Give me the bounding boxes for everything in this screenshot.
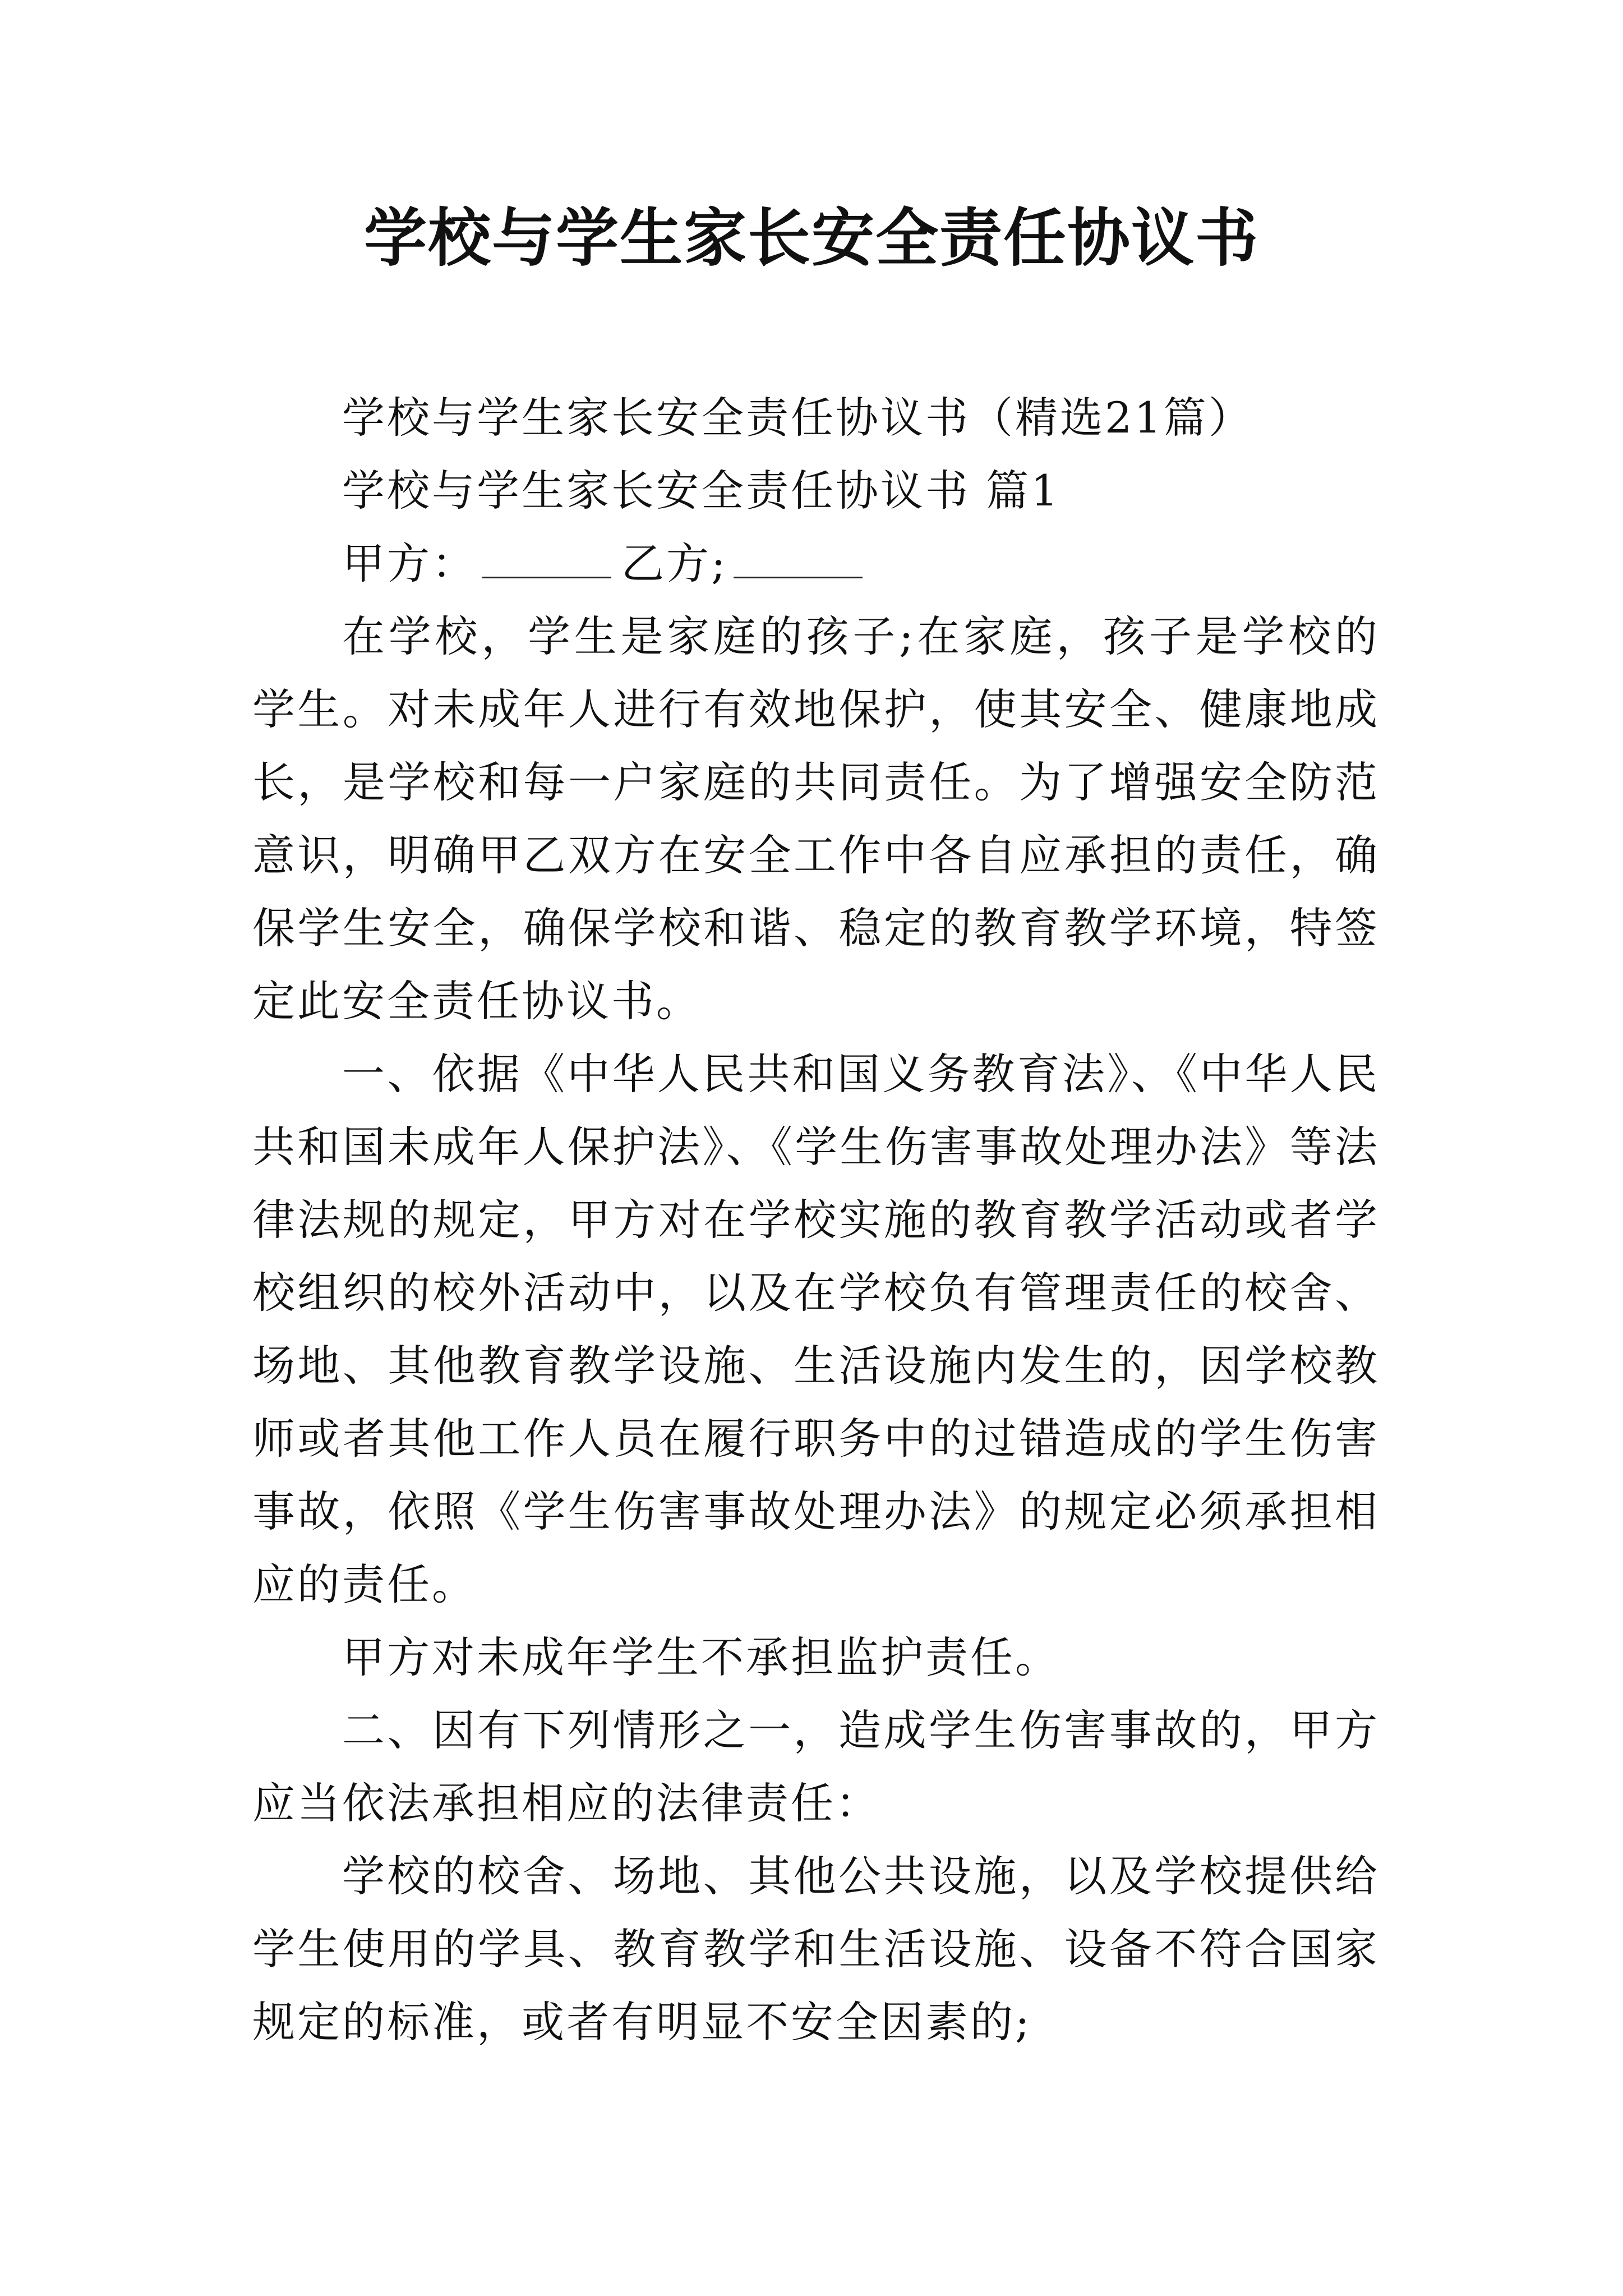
document-body	[252, 381, 1380, 2059]
paragraph-facilities: 学校的校舍、场地、其他公共设施，以及学校提供给学生使用的学具、教育教学和生活设施、设备不符合国家规定的标准，或者有明显不安全因素的;	[252, 1851, 1380, 2047]
party-a-blank	[482, 540, 611, 578]
party-b-label: 乙方;	[621, 539, 728, 588]
paragraph-clause-2: 二、因有下列情形之一，造成学生伤害事故的，甲方应当依法承担相应的法律责任：	[252, 1705, 1380, 1828]
parties-line	[252, 527, 1380, 600]
paragraph-intro: 在学校，学生是家庭的孩子;在家庭，孩子是学校的学生。对未成年人进行有效地保护，使其安全、健康地成长，是学校和每一户家庭的共同责任。为了增强安全防范意识，明确甲乙双方在安全工作中各自应承担的责任，确保学生安全，确保学校和谐、稳定的教育教学环境，特签定此安全责任协议书。	[252, 611, 1380, 1026]
document-title: 学校与学生家长安全责任协议书	[364, 202, 1259, 275]
paragraph-clause-1: 一、依据《中华人民共和国义务教育法》、《中华人民共和国未成年人保护法》、《学生伤害事故处理办法》等法律法规的规定，甲方对在学校实施的教育教学活动或者学校组织的校外活动中，以及在学校负有管理责任的校舍、场地、其他教育教学设施、生活设施内发生的，因学校教师或者其他工作人员在履行职务中的过错造成的学生伤害事故，依照《学生伤害事故处理办法》的规定必须承担相应的责任。	[252, 1049, 1380, 1609]
paragraph-no-guardianship: 甲方对未成年学生不承担监护责任。	[342, 1632, 1060, 1682]
party-a-label: 甲方：	[342, 539, 477, 588]
section-heading: 学校与学生家长安全责任协议书 篇1	[342, 466, 1061, 516]
party-b-blank	[734, 540, 863, 578]
document-subtitle: 学校与学生家长安全责任协议书（精选21篇）	[342, 393, 1253, 443]
